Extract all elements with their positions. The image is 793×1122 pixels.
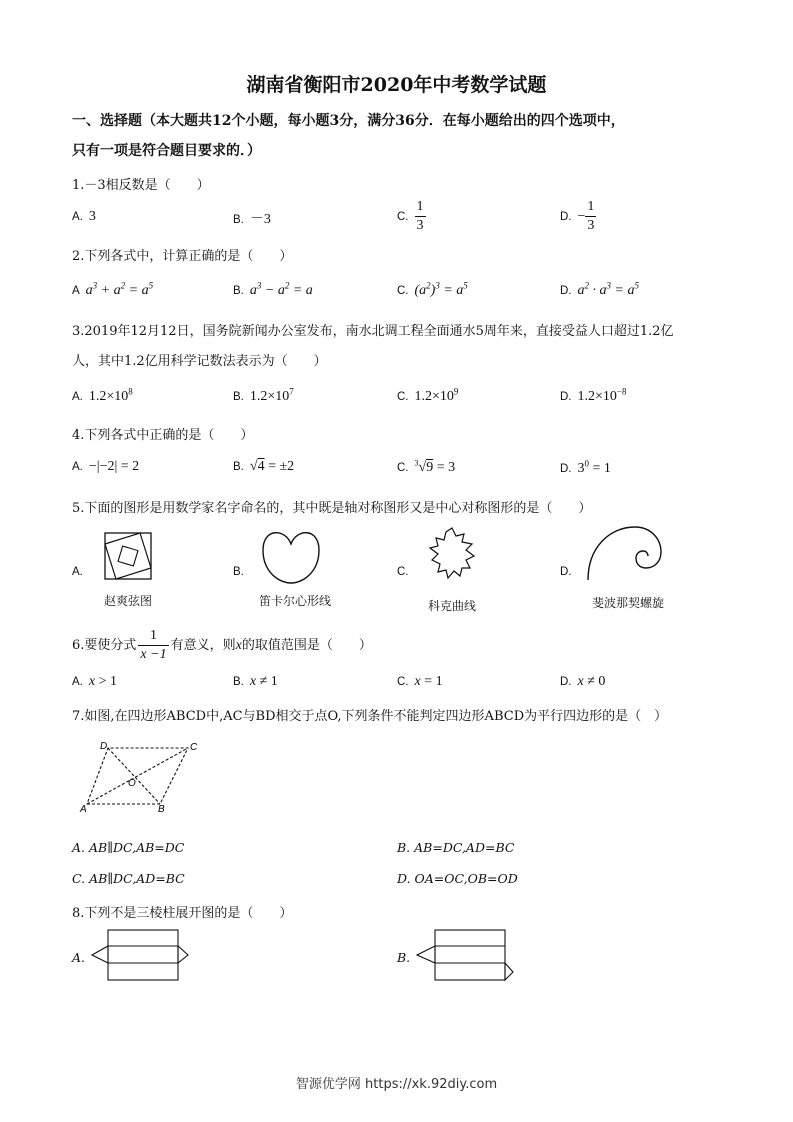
footer-watermark: 智源优学网 https://xk.92diy.com [295, 1077, 498, 1092]
q2-option-b: B. $a^3 - a^2 = a$ [233, 280, 313, 298]
q4-option-c: C. $^3$√9 = 3 [397, 458, 456, 475]
q8-option-a-label: A. [72, 950, 86, 965]
page-title: 湖南省衡阳市2020年中考数学试题 [246, 74, 547, 96]
question-3-stem-line2: 人，其中1.2亿用科学记数法表示为（ ） [72, 354, 327, 369]
q3-option-d: D. $1.2\times 10^{-8}$ [560, 386, 627, 404]
q5-caption-c: 科克曲线 [427, 599, 476, 613]
question-8-stem: 8.下列不是三棱柱展开图的是（ ） [72, 906, 293, 921]
q2-option-a: A $a^3 + a^2 = a^5$ [72, 280, 154, 298]
q6-option-b: B. x ≠ 1 [233, 674, 278, 689]
q1-option-a: A. 3 [72, 209, 96, 224]
q1-option-d: D. − $\frac{1}{3}$ [560, 199, 595, 233]
q3-option-b: B. $1.2\times 10^7$ [233, 386, 294, 404]
question-2-stem: 2.下列各式中，计算正确的是（ ） [72, 249, 293, 264]
vertex-b-label: B [158, 804, 165, 815]
q5-option-b-label: B. [233, 566, 244, 578]
q7-option-b: B. AB=DC,AD=BC [397, 840, 515, 855]
q3-option-c: C. $1.2\times 10^9$ [397, 386, 459, 404]
question-6-stem: 6.要使分式 $\frac{1}{x -1}$ 有意义，则x的取值范围是（ ） [72, 628, 372, 662]
q5-option-c-label: C. [397, 566, 409, 578]
question-4-stem: 4.下列各式中正确的是（ ） [72, 428, 254, 443]
zhao-shuang-diagram-figure [104, 532, 152, 580]
q4-option-a: A. −|−2| = 2 [72, 459, 140, 474]
q5-caption-d: 斐波那契螺旋 [591, 596, 664, 610]
q8-option-a-net-figure [90, 928, 190, 983]
question-3-stem-line1: 3.2019年12月12日，国务院新闻办公室发布，南水北调工程全面通水5周年来，直接受益人口超过1.2亿 [72, 324, 674, 339]
q2-option-c: C. $(a^2)^3 = a^5$ [397, 280, 468, 298]
q8-option-b-label: B. [397, 950, 411, 965]
q3-option-a: A. $1.2\times 10^8$ [72, 386, 133, 404]
q7-option-a: A. AB∥DC,AB=DC [72, 840, 185, 855]
q5-option-a-label: A. [72, 566, 83, 578]
q4-option-d: D. $3^0 = 1$ [560, 458, 611, 476]
question-7-stem: 7.如图,在四边形ABCD中,AC与BD相交于点O,下列条件不能判定四边形ABCD为平行四边形的是（ ） [72, 709, 668, 724]
q5-caption-a: 赵爽弦图 [103, 594, 152, 608]
q1-option-b: B. －3 [233, 212, 271, 227]
section-heading-line1: 一、选择题（本大题共12个小题，每小题3分，满分36分．在每小题给出的四个选项中， [72, 113, 625, 129]
point-o-label: O [128, 778, 136, 789]
question-1-stem: 1.－3相反数是（ ） [72, 178, 210, 193]
vertex-d-label: D [100, 741, 108, 752]
koch-snowflake-figure [426, 526, 478, 582]
q5-caption-b: 笛卡尔心形线 [258, 594, 331, 608]
cardioid-figure [262, 527, 320, 585]
q5-option-d-label: D. [560, 566, 572, 578]
q2-option-d: D. $a^2 \cdot a^3 = a^5$ [560, 280, 639, 298]
parallelogram-abcd-figure [78, 740, 198, 815]
q1-option-c: C. $\frac{1}{3}$ [397, 199, 424, 233]
q7-option-c: C. AB∥DC,AD=BC [72, 871, 185, 886]
vertex-c-label: C [190, 742, 198, 753]
q6-option-d: D. x ≠ 0 [560, 674, 606, 689]
fibonacci-spiral-figure [585, 522, 665, 582]
q7-option-d: D. OA=OC,OB=OD [397, 871, 518, 886]
q4-option-b: B. √4 = ±2 [233, 459, 295, 474]
section-heading-line2: 只有一项是符合题目要求的．） [72, 143, 261, 159]
q6-option-c: C. x = 1 [397, 674, 443, 689]
q8-option-b-net-figure [415, 928, 515, 983]
q6-option-a: A. x > 1 [72, 674, 117, 689]
question-5-stem: 5.下面的图形是用数学家名字命名的，其中既是轴对称图形又是中心对称图形的是（ ） [72, 501, 592, 516]
vertex-a-label: A [80, 804, 87, 815]
